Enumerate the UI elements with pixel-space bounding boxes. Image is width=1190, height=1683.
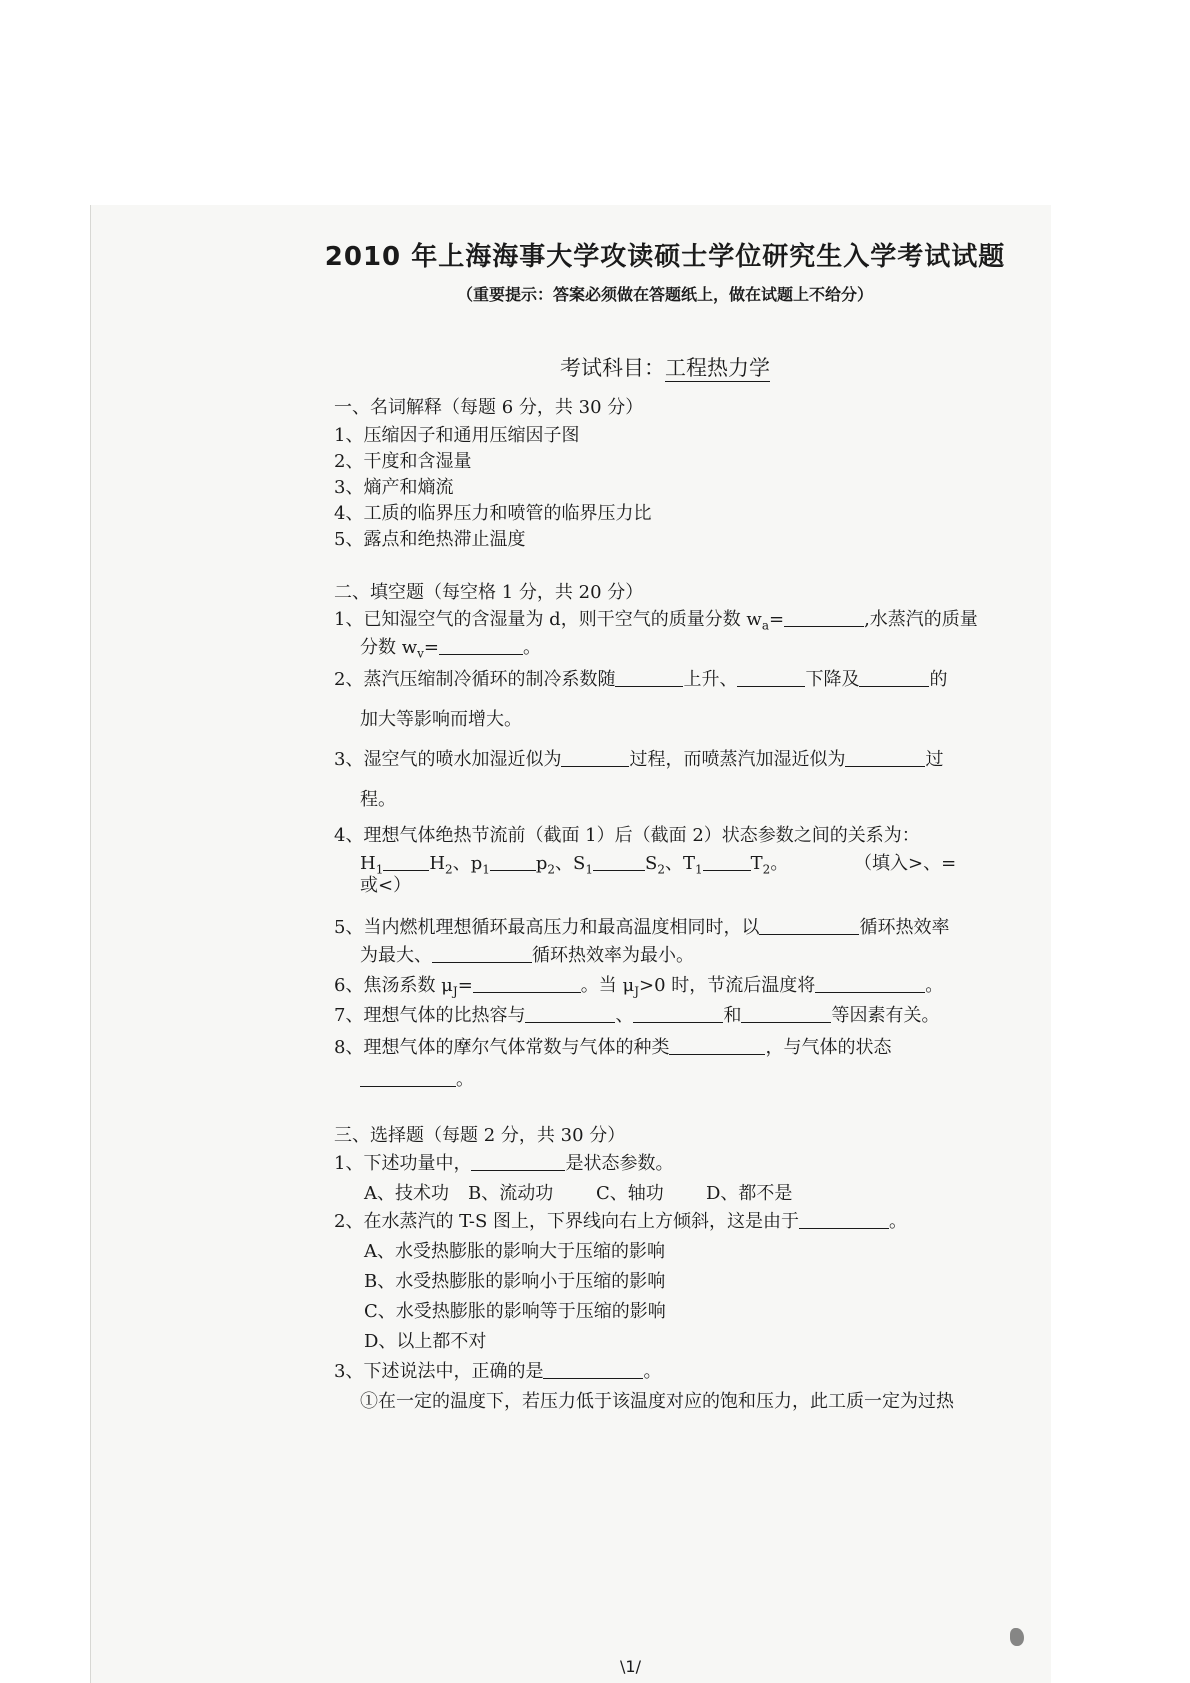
- s3-q1-opt-b: B、流动功: [468, 1183, 554, 1204]
- blank: [784, 608, 864, 627]
- section2-heading: 二、填空题（每空格 1 分，共 20 分）: [334, 582, 644, 603]
- blank: [815, 974, 925, 993]
- blank: [383, 852, 429, 871]
- blank: [703, 852, 751, 871]
- s2-q4-line3: 或<）: [360, 875, 412, 896]
- s2-q3-line2: 程。: [360, 789, 396, 810]
- exam-notice: （重要提示：答案必须做在答题纸上，做在试题上不给分）: [456, 285, 873, 304]
- scan-smudge: [1010, 1628, 1024, 1646]
- s3-q1: 1、下述功量中， 是状态参数。: [334, 1153, 674, 1174]
- blank: [471, 1152, 565, 1171]
- blank: [543, 1360, 643, 1379]
- s1-item-3: 3、熵产和熵流: [334, 477, 454, 498]
- exam-title: 2010 年上海海事大学攻读硕士学位研究生入学考试试题: [324, 242, 1006, 272]
- s2-q5-line1: 5、当内燃机理想循环最高压力和最高温度相同时，以 循环热效率: [334, 917, 950, 938]
- blank: [615, 668, 683, 687]
- s2-q1-line2: 分数 $w_v=$ 。: [360, 637, 542, 661]
- s2-q5-line2: 为最大、 循环热效率为最小。: [360, 945, 694, 966]
- s1-item-1: 1、压缩因子和通用压缩因子图: [334, 425, 580, 446]
- s2-q6: 6、焦汤系数 $\mu_J=$ 。当 $\mu_J>0$ 时，节流后温度将 。: [334, 975, 944, 999]
- s3-q3-item1: ①在一定的温度下，若压力低于该温度对应的饱和压力，此工质一定为过热: [360, 1391, 954, 1412]
- blank: [737, 668, 805, 687]
- blank: [561, 748, 629, 767]
- s2-q2-line1: 2、蒸汽压缩制冷循环的制冷系数随 上升、 下降及 的: [334, 669, 948, 690]
- s3-q2: 2、在水蒸汽的 T-S 图上，下界线向右上方倾斜，这是由于 。: [334, 1211, 907, 1232]
- s3-q2-opt-d: D、以上都不对: [364, 1331, 487, 1352]
- blank: [845, 748, 925, 767]
- s2-q4-hint: （填入>、=: [854, 853, 957, 874]
- s2-q8-line2: 。: [360, 1065, 474, 1091]
- s2-q8-line1: 8、理想气体的摩尔气体常数与气体的种类 ，与气体的状态: [334, 1037, 892, 1058]
- blank: [490, 852, 536, 871]
- s3-q3: 3、下述说法中，正确的是 。: [334, 1361, 662, 1382]
- blank: [759, 916, 859, 935]
- s3-q1-opt-d: D、都不是: [706, 1183, 793, 1204]
- blank: [439, 636, 523, 655]
- subject-name: 工程热力学: [665, 356, 770, 380]
- s2-q4-line2: $H_1$ $H_2$、$p_1$ $p_2$、$S_1$ $S_2$、$T_1$ $T_2$。: [360, 853, 789, 877]
- s2-q2-line2: 加大等影响而增大。: [360, 709, 522, 730]
- blank: [799, 1210, 889, 1229]
- blank: [633, 1004, 723, 1023]
- blank: [525, 1004, 615, 1023]
- s3-q1-opt-c: C、轴功: [596, 1183, 664, 1204]
- blank: [669, 1036, 765, 1055]
- exam-subject: [560, 352, 770, 382]
- blank: [432, 944, 532, 963]
- blank: [859, 668, 929, 687]
- s3-q1-opt-a: A、技术功: [364, 1183, 449, 1204]
- s1-item-4: 4、工质的临界压力和喷管的临界压力比: [334, 503, 652, 524]
- section3-heading: 三、选择题（每题 2 分，共 30 分）: [334, 1125, 626, 1146]
- subject-label: 考试科目：: [560, 356, 665, 380]
- s2-q3-line1: 3、湿空气的喷水加湿近似为 过程，而喷蒸汽加湿近似为 过: [334, 749, 944, 770]
- blank: [741, 1004, 831, 1023]
- s2-q7: 7、理想气体的比热容与 、 和 等因素有关。: [334, 1005, 940, 1026]
- blank: [360, 1068, 456, 1087]
- s2-q1-line1: 1、已知湿空气的含湿量为 d，则干空气的质量分数 $w_a=$ ,水蒸汽的质量: [334, 609, 978, 633]
- s3-q2-opt-a: A、水受热膨胀的影响大于压缩的影响: [364, 1241, 665, 1262]
- s2-q4-line1: 4、理想气体绝热节流前（截面 1）后（截面 2）状态参数之间的关系为：: [334, 825, 920, 846]
- blank: [593, 852, 645, 871]
- blank: [473, 974, 581, 993]
- s1-item-2: 2、干度和含湿量: [334, 451, 472, 472]
- s3-q2-opt-c: C、水受热膨胀的影响等于压缩的影响: [364, 1301, 666, 1322]
- s3-q2-opt-b: B、水受热膨胀的影响小于压缩的影响: [364, 1271, 666, 1292]
- s1-item-5: 5、露点和绝热滞止温度: [334, 529, 526, 550]
- section1-heading: 一、名词解释（每题 6 分，共 30 分）: [334, 397, 644, 418]
- page-number: \1/: [620, 1657, 641, 1676]
